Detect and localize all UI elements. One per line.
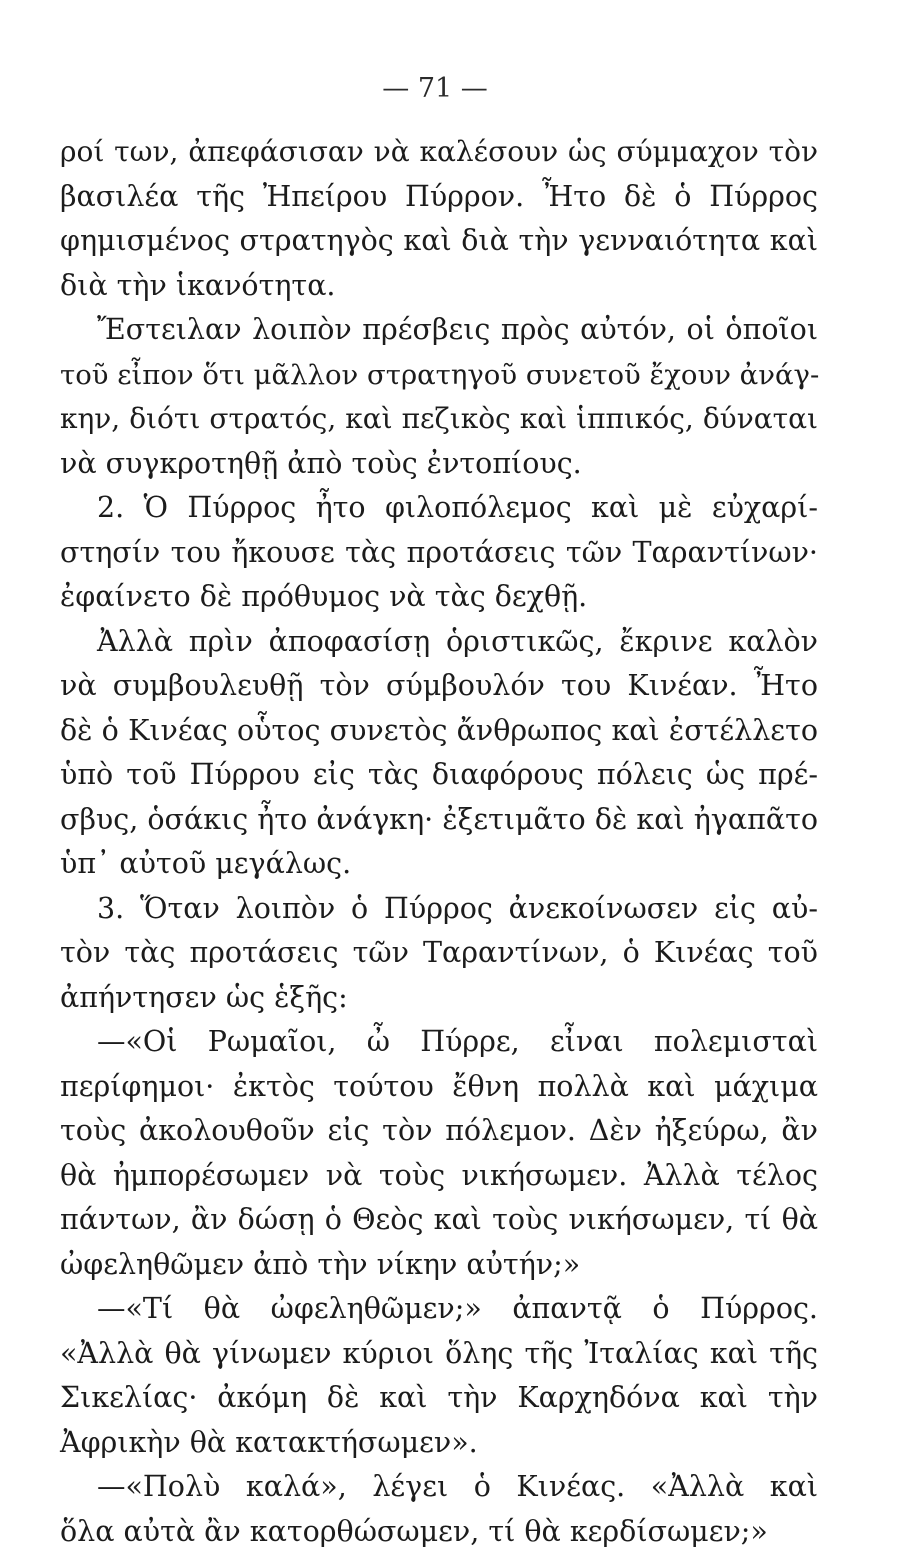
- text-line: ὠφεληθῶμεν ἀπὸ τὴν νίκην αὐτήν;»: [60, 1243, 818, 1288]
- text-line: —«Πολὺ καλά», λέγει ὁ Κινέας. «Ἀλλὰ καὶ: [60, 1465, 818, 1510]
- text-line: σβυς, ὁσάκις ἦτο ἀνάγκη· ἐξετιμᾶτο δὲ καὶ ἠγαπᾶτο: [60, 798, 818, 843]
- text-line: δὲ ὁ Κινέας οὗτος συνετὸς ἄνθρωπος καὶ ἐστέλλετο: [60, 709, 818, 754]
- text-line: πάντων, ἂν δώσῃ ὁ Θεὸς καὶ τοὺς νικήσωμεν, τί θὰ: [60, 1198, 818, 1243]
- text-line: —«Τί θὰ ὠφεληθῶμεν;» ἀπαντᾷ ὁ Πύρρος.: [60, 1287, 818, 1332]
- text-line: ἀπήντησεν ὡς ἑξῆς:: [60, 976, 818, 1021]
- text-line: τοὺς ἀκολουθοῦν εἰς τὸν πόλεμον. Δὲν ἠξεύρω, ἂν: [60, 1109, 818, 1154]
- text-line: «Ἀλλὰ θὰ γίνωμεν κύριοι ὅλης τῆς Ἰταλίας καὶ τῆς: [60, 1332, 818, 1377]
- text-line: περίφημοι· ἐκτὸς τούτου ἔθνη πολλὰ καὶ μάχιμα: [60, 1065, 818, 1110]
- text-line: τοῦ εἶπον ὅτι μᾶλλον στρατηγοῦ συνετοῦ ἔχουν ἀνάγ-: [60, 353, 818, 398]
- text-line: διὰ τὴν ἱκανότητα.: [60, 264, 818, 309]
- text-line: —«Οἱ Ρωμαῖοι, ὦ Πύρρε, εἶναι πολεμισταὶ: [60, 1020, 818, 1065]
- text-line: 2. Ὁ Πύρρος ἦτο φιλοπόλεμος καὶ μὲ εὐχαρί-: [60, 486, 818, 531]
- page-number: — 71 —: [0, 72, 870, 106]
- text-line: νὰ συμβουλευθῇ τὸν σύμβουλόν του Κινέαν. Ἦτο: [60, 664, 818, 709]
- text-line: Ἔστειλαν λοιπὸν πρέσβεις πρὸς αὐτόν, οἱ ὁποῖοι: [60, 308, 818, 353]
- text-line: ὑπὸ τοῦ Πύρρου εἰς τὰς διαφόρους πόλεις ὡς πρέ-: [60, 753, 818, 798]
- text-line: νὰ συγκροτηθῇ ἀπὸ τοὺς ἐντοπίους.: [60, 442, 818, 487]
- text-line: θὰ ἠμπορέσωμεν νὰ τοὺς νικήσωμεν. Ἀλλὰ τέλος: [60, 1154, 818, 1199]
- text-line: φημισμένος στρατηγὸς καὶ διὰ τὴν γενναιότητα καὶ: [60, 219, 818, 264]
- text-line: ἐφαίνετο δὲ πρόθυμος νὰ τὰς δεχθῇ.: [60, 575, 818, 620]
- text-line: 3. Ὅταν λοιπὸν ὁ Πύρρος ἀνεκοίνωσεν εἰς αὐ-: [60, 887, 818, 932]
- body-text: [60, 130, 818, 1554]
- text-line: βασιλέα τῆς Ἠπείρου Πύρρον. Ἦτο δὲ ὁ Πύρρος: [60, 175, 818, 220]
- text-line: ὅλα αὐτὰ ἂν κατορθώσωμεν, τί θὰ κερδίσωμεν;»: [60, 1510, 818, 1554]
- text-line: ροί των, ἀπεφάσισαν νὰ καλέσουν ὡς σύμμαχον τὸν: [60, 130, 818, 175]
- text-line: ὑπ᾿ αὐτοῦ μεγάλως.: [60, 842, 818, 887]
- text-line: Σικελίας· ἀκόμη δὲ καὶ τὴν Καρχηδόνα καὶ τὴν: [60, 1376, 818, 1421]
- text-line: Ἀλλὰ πρὶν ἀποφασίσῃ ὁριστικῶς, ἔκρινε καλὸν: [60, 620, 818, 665]
- text-line: τὸν τὰς προτάσεις τῶν Ταραντίνων, ὁ Κινέας τοῦ: [60, 931, 818, 976]
- text-line: κην, διότι στρατός, καὶ πεζικὸς καὶ ἱππικός, δύναται: [60, 397, 818, 442]
- text-line: στησίν του ἤκουσε τὰς προτάσεις τῶν Ταραντίνων·: [60, 531, 818, 576]
- text-line: Ἀφρικὴν θὰ κατακτήσωμεν».: [60, 1421, 818, 1466]
